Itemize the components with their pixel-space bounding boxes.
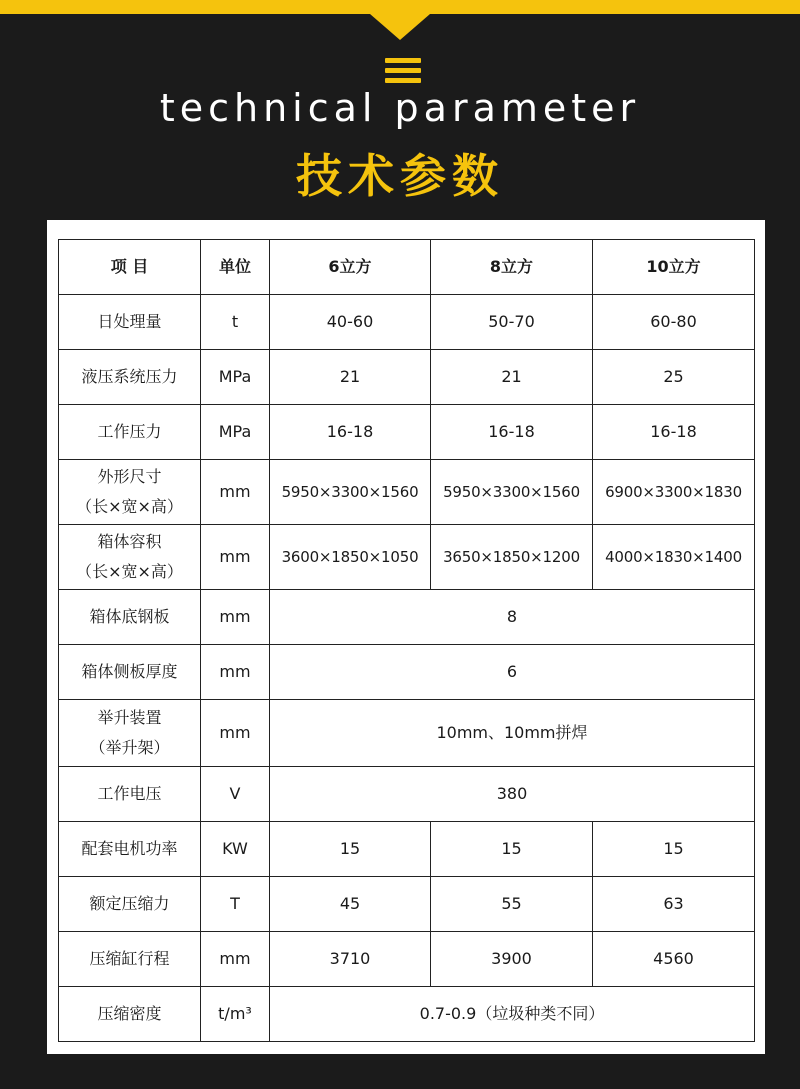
header-6m3: 6立方	[270, 240, 431, 295]
header-8m3: 8立方	[431, 240, 593, 295]
row-unit: T	[201, 877, 270, 932]
table-row	[59, 350, 755, 405]
row-label: 额定压缩力	[59, 877, 201, 932]
row-label-line2: （长×宽×高）	[76, 497, 183, 516]
row-label: 液压系统压力	[59, 350, 201, 405]
table-row	[59, 525, 755, 590]
cell-value-merged: 6	[270, 645, 755, 700]
cell-value-merged: 10mm、10mm拼焊	[270, 700, 755, 767]
row-label-line1: 箱体容积	[97, 532, 162, 551]
cell-value: 5950×3300×1560	[270, 460, 431, 525]
cell-value: 6900×3300×1830	[593, 460, 755, 525]
table-row	[59, 822, 755, 877]
row-unit: t/m³	[201, 987, 270, 1042]
parameter-panel	[47, 220, 765, 1054]
row-unit: mm	[201, 590, 270, 645]
top-accent-band	[0, 0, 800, 46]
row-label-line2: （举升架）	[89, 738, 170, 757]
row-label: 压缩缸行程	[59, 932, 201, 987]
row-unit: t	[201, 295, 270, 350]
header-item: 项 目	[59, 240, 201, 295]
cell-value: 25	[593, 350, 755, 405]
row-label: 配套电机功率	[59, 822, 201, 877]
row-label-line2: （长×宽×高）	[76, 562, 183, 581]
row-label: 工作电压	[59, 767, 201, 822]
table-row	[59, 932, 755, 987]
table-row	[59, 295, 755, 350]
cell-value: 15	[431, 822, 593, 877]
cell-value: 63	[593, 877, 755, 932]
table-row	[59, 405, 755, 460]
cell-value: 4560	[593, 932, 755, 987]
menu-lines-icon	[385, 58, 421, 84]
row-label: 日处理量	[59, 295, 201, 350]
cell-value: 60-80	[593, 295, 755, 350]
table-header-row	[59, 240, 755, 295]
row-label: 压缩密度	[59, 987, 201, 1042]
row-label	[59, 525, 201, 590]
cell-value: 4000×1830×1400	[593, 525, 755, 590]
table-row	[59, 460, 755, 525]
cell-value: 3600×1850×1050	[270, 525, 431, 590]
cell-value: 21	[270, 350, 431, 405]
cell-value: 16-18	[270, 405, 431, 460]
row-unit: MPa	[201, 350, 270, 405]
parameter-table	[58, 239, 755, 1042]
row-unit: mm	[201, 460, 270, 525]
row-label	[59, 460, 201, 525]
row-unit: mm	[201, 932, 270, 987]
cell-value: 21	[431, 350, 593, 405]
row-label: 箱体侧板厚度	[59, 645, 201, 700]
cell-value: 3900	[431, 932, 593, 987]
row-unit: mm	[201, 645, 270, 700]
cell-value-merged: 8	[270, 590, 755, 645]
row-unit: mm	[201, 700, 270, 767]
row-label	[59, 700, 201, 767]
cell-value: 45	[270, 877, 431, 932]
table-row	[59, 590, 755, 645]
cell-value: 3710	[270, 932, 431, 987]
table-row	[59, 767, 755, 822]
row-label: 工作压力	[59, 405, 201, 460]
table-row	[59, 645, 755, 700]
row-unit: MPa	[201, 405, 270, 460]
cell-value-merged: 380	[270, 767, 755, 822]
row-unit: mm	[201, 525, 270, 590]
table-row	[59, 877, 755, 932]
cell-value: 5950×3300×1560	[431, 460, 593, 525]
table-row	[59, 987, 755, 1042]
row-label-line1: 外形尺寸	[97, 467, 162, 486]
page-title: 技术参数	[296, 149, 504, 203]
header-unit: 单位	[201, 240, 270, 295]
subtitle-english: technical parameter	[159, 86, 641, 130]
cell-value: 16-18	[431, 405, 593, 460]
header-10m3: 10立方	[593, 240, 755, 295]
row-label-line1: 举升装置	[97, 708, 162, 727]
row-unit: KW	[201, 822, 270, 877]
cell-value: 16-18	[593, 405, 755, 460]
row-unit: V	[201, 767, 270, 822]
row-label: 箱体底钢板	[59, 590, 201, 645]
cell-value: 40-60	[270, 295, 431, 350]
table-row	[59, 700, 755, 767]
cell-value: 3650×1850×1200	[431, 525, 593, 590]
cell-value: 15	[593, 822, 755, 877]
cell-value: 50-70	[431, 295, 593, 350]
cell-value-merged: 0.7-0.9（垃圾种类不同）	[270, 987, 755, 1042]
cell-value: 15	[270, 822, 431, 877]
cell-value: 55	[431, 877, 593, 932]
